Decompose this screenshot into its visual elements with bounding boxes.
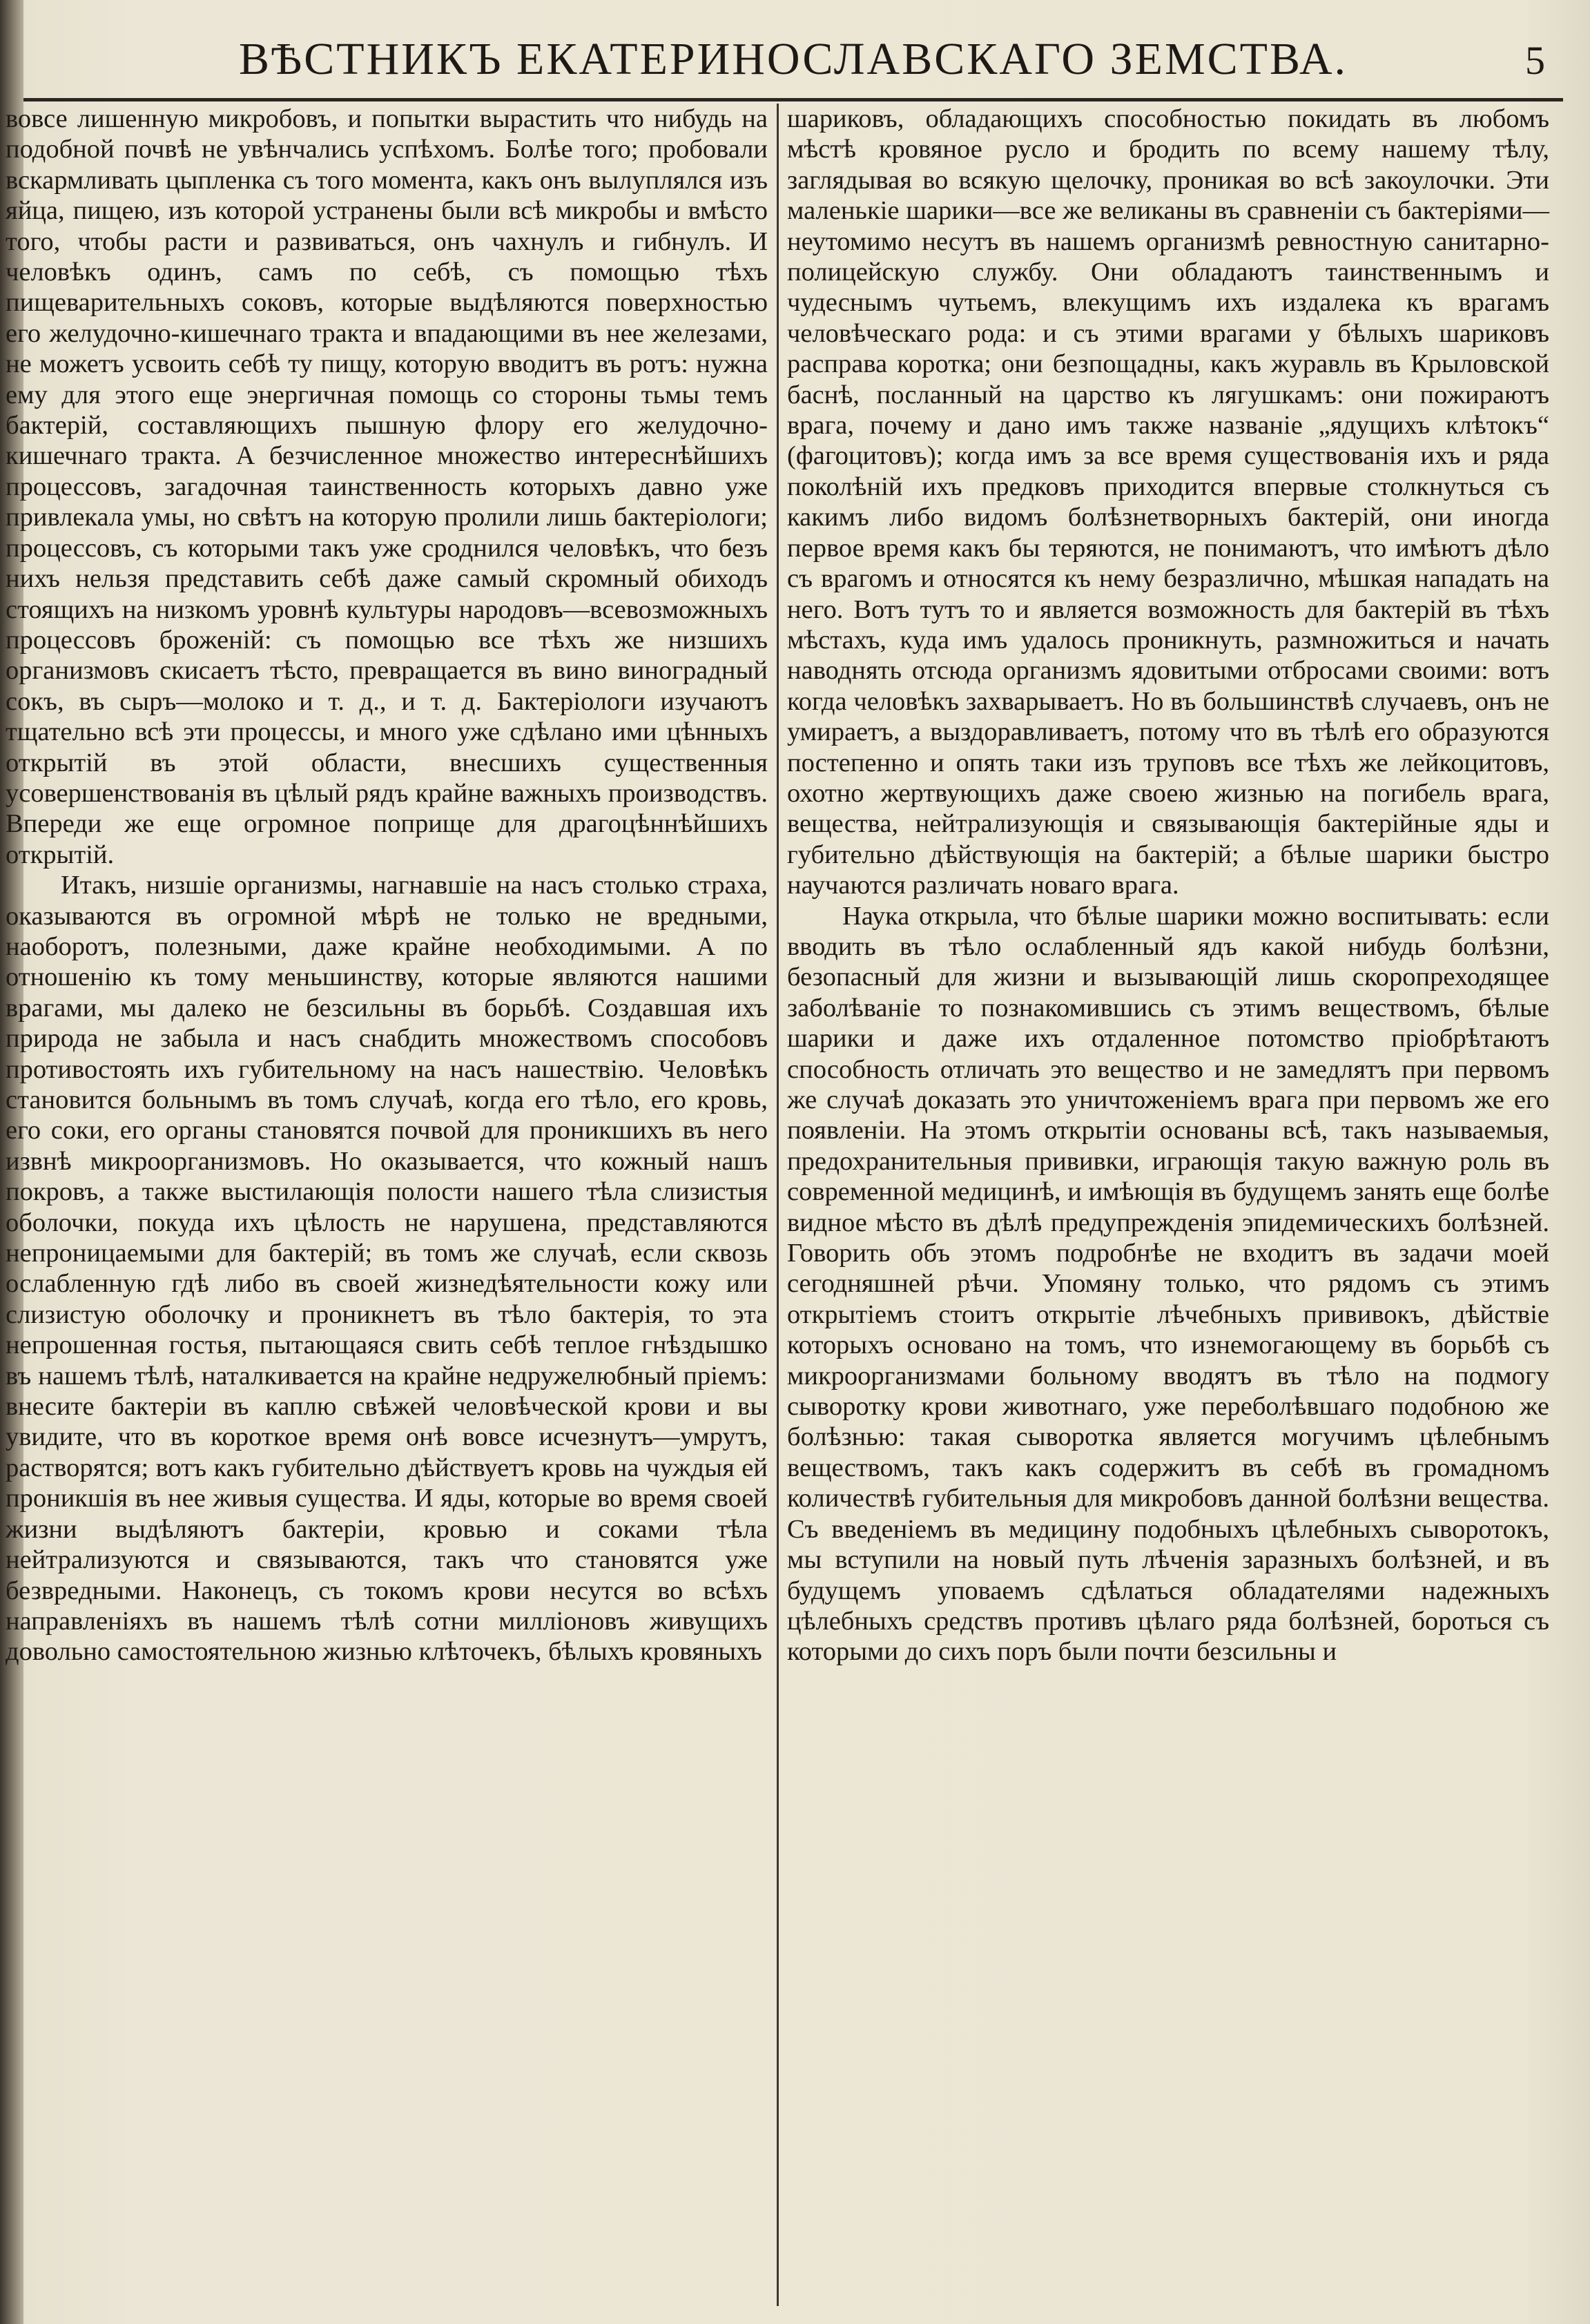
left-paragraph-2: Итакъ, низшіе организмы, нагнавшіе на насъ столько страха, оказываются въ огромной мѣрѣ не только не вредными, наоборотъ, полезными, даже крайне необходимыми. А по отношенію къ тому меньшинству, которые являются нашими врагами, мы далеко не безсильны въ борьбѣ. Создавшая ихъ природа не забыла и насъ снабдить множествомъ способовъ противостоять ихъ губительному на насъ нашествію. Человѣкъ становится больнымъ въ томъ случаѣ, когда его тѣло, его кровь, его соки, его органы становятся почвой для проникшихъ въ него извнѣ микроорганизмовъ. Но оказывается, что кожный нашъ покровъ, а также выстилающія полости нашего тѣла слизистыя оболочки, покуда ихъ цѣлость не нарушена, представляются непроницаемыми для бактерій; въ томъ же случаѣ, если сквозь ослабленную гдѣ либо въ своей жизнедѣятельности кожу или слизистую оболочку и проникнетъ въ тѣло бактерія, то эта непрошенная гостья, пытающаяся свить себѣ теплое гнѣздышко въ нашемъ тѣлѣ, наталкивается на крайне недружелюбный пріемъ: внесите бактеріи въ каплю свѣжей человѣческой крови и вы увидите, что въ короткое время онѣ вовсе исчезнутъ—умрутъ, растворятся; вотъ какъ губительно дѣйствуетъ кровь на чуждыя ей проникшія въ нее живыя существа. И яды, которые во время своей жизни выдѣляютъ бактеріи, кровью и соками тѣла нейтрализуются и связываются, такъ что становятся уже безвредными. Наконецъ, съ токомъ крови несутся во всѣхъ направленіяхъ въ нашемъ тѣлѣ сотни милліоновъ живущихъ довольно самостоятельною жизнью клѣточекъ, бѣлыхъ кровяныхъ (6, 871, 768, 1667)
right-paragraph-2: Наука открыла, что бѣлые шарики можно воспитывать: если вводить въ тѣло ослабленный ядъ какой нибудь болѣзни, безопасный для жизни и вызывающій лишь скоропреходящее заболѣваніе то познакомившись съ этимъ веществомъ, бѣлые шарики и даже ихъ отдаленное потомство пріобрѣтаютъ способность отличать это вещество и не замедлятъ при первомъ же случаѣ доказать это уничтоженіемъ врага при первомъ же его появленіи. На этомъ открытіи основаны всѣ, такъ называемыя, предохранительныя прививки, играющія такую важную роль въ современной медицинѣ, и имѣющія въ будущемъ занять еще болѣе видное мѣсто въ дѣлѣ предупрежденія эпидемическихъ болѣзней. Говорить объ этомъ подробнѣе не входитъ въ задачи моей сегодняшней рѣчи. Упомяну только, что рядомъ съ этимъ открытіемъ стоитъ открытіе лѣчебныхъ прививокъ, дѣйствіе которыхъ основано на томъ, что изнемогающему въ борьбѣ съ микроорганизмами больному вводятъ въ тѣло на подмогу сыворотку крови животнаго, уже переболѣвшаго подобною же болѣзнью: такая сыворотка является могучимъ цѣлебнымъ веществомъ, такъ какъ содержитъ въ себѣ въ громадномъ количествѣ губительныя для микробовъ данной болѣзни вещества. Съ введеніемъ въ медицину подобныхъ цѣлебныхъ сыворотокъ, мы вступили на новый путь лѣченія заразныхъ болѣзней, и въ будущемъ уповаемъ сдѣлаться обладателями надежныхъ цѣлебныхъ средствъ противъ цѣлаго ряда болѣзней, бороться съ которыми до сихъ поръ были почти безсильны и (787, 901, 1549, 1667)
journal-title: ВѢСТНИКЪ ЕКАТЕРИНОСЛАВСКАГО ЗЕМСТВА. (238, 34, 1348, 84)
right-paragraph-1: шариковъ, обладающихъ способностью покидать въ любомъ мѣстѣ кровяное русло и бродить по всему нашему тѣлу, заглядывая во всякую щелочку, проникая во всѣ закоулочки. Эти маленькіе шарики—все же великаны въ сравненіи съ бактеріями—неутомимо несутъ въ нашемъ организмѣ ревностную санитарно-полицейскую службу. Они обладаютъ таинственнымъ и чудеснымъ чутьемъ, влекущимъ ихъ издалека къ врагамъ человѣческаго рода: и съ этими врагами у бѣлыхъ шариковъ расправа коротка; они безпощадны, какъ журавль въ Крыловской баснѣ, посланный на царство къ лягушкамъ: они пожираютъ врага, почему и дано имъ также названіе „ядущихъ клѣтокъ“ (фагоцитовъ); когда имъ за все время существованія ихъ и ряда поколѣній ихъ предковъ приходится впервые столкнуться съ какимъ либо видомъ болѣзнетворныхъ бактерій, они иногда первое время какъ бы теряются, не понимаютъ, что имѣютъ дѣло съ врагомъ и относятся къ нему безразлично, мѣшкая нападать на него. Вотъ тутъ то и является возможность для бактерій въ тѣхъ мѣстахъ, куда имъ удалось проникнуть, размножиться и начать наводнять отсюда организмъ ядовитыми отбросами своими: вотъ когда человѣкъ захварываетъ. Но въ большинствѣ случаевъ, онъ не умираетъ, а выздоравливаетъ, потому что въ тѣлѣ его образуются постепенно и опять таки изъ труповъ все тѣхъ же лейкоцитовъ, охотно жертвующихъ даже своею жизнью на погибель врага, вещества, нейтрализующія и связывающія бактерійные яды и губительно дѣйствующія на бактерій; а бѣлые шарики быстро научаются различать новаго врага. (787, 104, 1549, 900)
column-divider (777, 104, 779, 2306)
left-column (6, 104, 768, 2306)
right-column (787, 104, 1549, 2306)
header-rule (23, 98, 1563, 101)
left-paragraph-1: вовсе лишенную микробовъ, и попытки вырастить что нибудь на подобной почвѣ не увѣнчались успѣхомъ. Болѣе того; пробовали вскармливать цыпленка съ того момента, какъ онъ вылуплялся изъ яйца, пищею, изъ которой устранены были всѣ микробы и вмѣсто того, чтобы расти и развиваться, онъ чахнулъ и гибнулъ. И человѣкъ одинъ, самъ по себѣ, съ помощью тѣхъ пищеварительныхъ соковъ, которые выдѣляются поверхностью его желудочно-кишечнаго тракта и впадающими въ нее железами, не можетъ усвоить себѣ ту пищу, которую вводитъ въ ротъ: нужна ему для этого еще энергичная помощь со стороны тьмы темъ бактерій, составляющихъ пышную флору его желудочно-кишечнаго тракта. А безчисленное множество интереснѣйшихъ процессовъ, загадочная таинственность которыхъ давно уже привлекала умы, но свѣтъ на которую пролили лишь бактеріологи; процессовъ, съ которыми такъ уже сроднился человѣкъ, что безъ нихъ нельзя представить себѣ даже самый скромный обиходъ стоящихъ на низкомъ уровнѣ культуры народовъ—всевозможныхъ процессовъ броженій: съ помощью все тѣхъ же низшихъ организмовъ скисаетъ тѣсто, превращается въ вино виноградный сокъ, въ сыръ—молоко и т. д., и т. д. Бактеріологи изучаютъ тщательно всѣ эти процессы, и много уже сдѣлано ими цѣнныхъ открытій въ этой области, внесшихъ существенныя усовершенствованія въ цѣлый рядъ крайне важныхъ производствъ. Впереди же еще огромное поприще для драгоцѣннѣйшихъ открытій. (6, 104, 768, 869)
page-header (23, 28, 1563, 97)
page-number: 5 (1525, 38, 1545, 83)
